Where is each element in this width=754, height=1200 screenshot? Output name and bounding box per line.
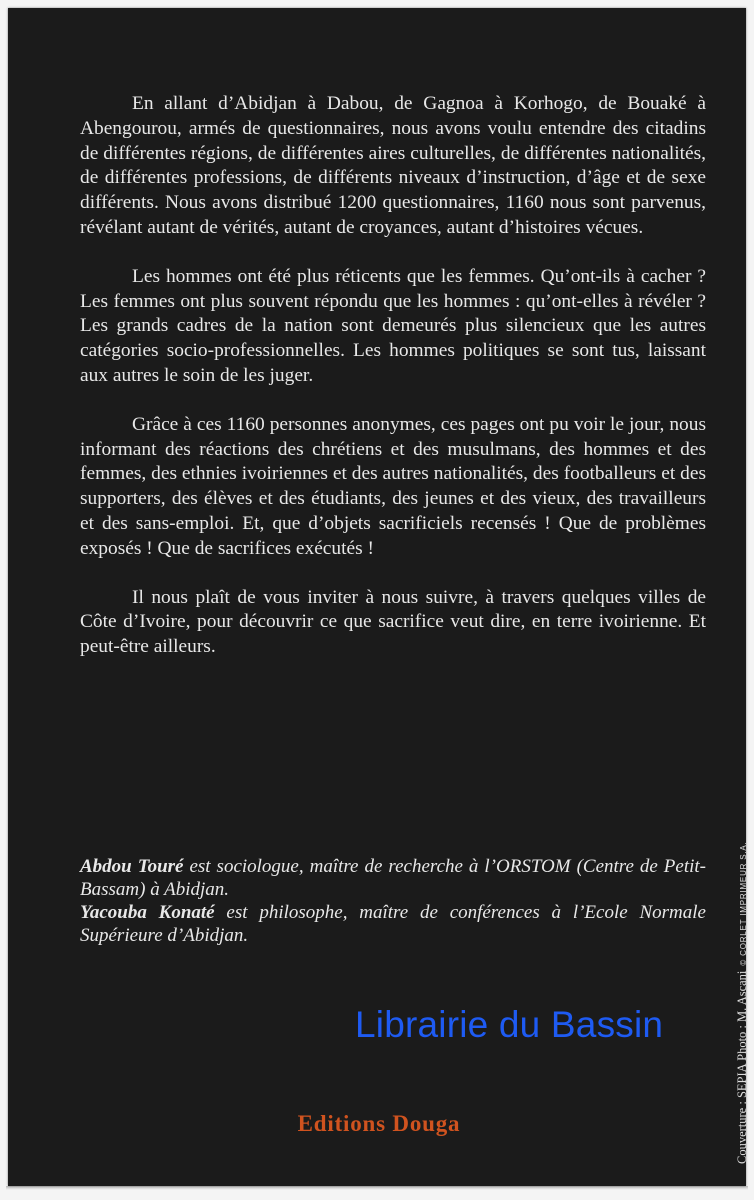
- book-back-cover: [8, 8, 749, 1186]
- blurb-text: [80, 92, 706, 684]
- cover-credit-text: Couverture : SEPIA Photo : M. Ascani: [735, 970, 749, 1164]
- author-bio-1: [80, 855, 706, 901]
- cover-credit: [735, 841, 750, 1164]
- seller-watermark: Librairie du Bassin: [355, 1004, 664, 1045]
- author-desc-1: est sociologue, maître de recherche à l’ORSTOM (Centre de Petit-Bassam) à Abidjan.: [80, 856, 706, 900]
- page-shadow: [6, 1186, 748, 1190]
- author-name-1: Abdou Touré: [80, 856, 184, 877]
- blurb-paragraph-3: Grâce à ces 1160 personnes anonymes, ces pages ont pu voir le jour, nous informant des réactions des chrétiens et des musulmans, des hommes et des femmes, des ethnies ivoiriennes et des autres nationalités, des footballeurs et des supporters, des élèves et des étudiants, des jeunes et des vieux, des travailleurs et des sans-emploi. Et, que d’objets sacrificiels recensés ! Que de problèmes exposés ! Que de sacrifices exécutés !: [80, 413, 706, 559]
- author-bio-2: [80, 901, 706, 947]
- printer-credit: © CORLET IMPRIMEUR S.A.: [739, 841, 748, 966]
- publisher-name: Editions Douga: [297, 1111, 461, 1136]
- author-name-2: Yacouba Konaté: [80, 902, 215, 923]
- blurb-paragraph-4: Il nous plaît de vous inviter à nous suivre, à travers quelques villes de Côte d’Ivoire, pour découvrir ce que sacrifice veut dire, en terre ivoirienne. Et peut-être ailleurs.: [80, 586, 706, 658]
- blurb-paragraph-1: En allant d’Abidjan à Dabou, de Gagnoa à Korhogo, de Bouaké à Abengourou, armés de questionnaires, nous avons voulu entendre des citadins de différentes régions, de différentes aires culturelles, de différentes nationalités, de différentes professions, de différents niveaux d’instruction, d’âge et de sexe différents. Nous avons distribué 1200 questionnaires, 1160 nous sont parvenus, révélant autant de vérités, autant de croyances, autant d’histoires vécues.: [80, 93, 706, 238]
- blurb-paragraph-2: Les hommes ont été plus réticents que les femmes. Qu’ont-ils à cacher ? Les femmes ont plus souvent répondu que les hommes : qu’ont-elles à révéler ? Les grands cadres de la nation sont demeurés plus silencieux que les autres catégories socio-professionnelles. Les hommes politiques se sont tus, laissant aux autres le soin de les juger.: [80, 265, 706, 386]
- author-desc-2: est philosophe, maître de conférences à l’Ecole Normale Supérieure d’Abidjan.: [80, 902, 706, 946]
- author-bios: [80, 855, 706, 947]
